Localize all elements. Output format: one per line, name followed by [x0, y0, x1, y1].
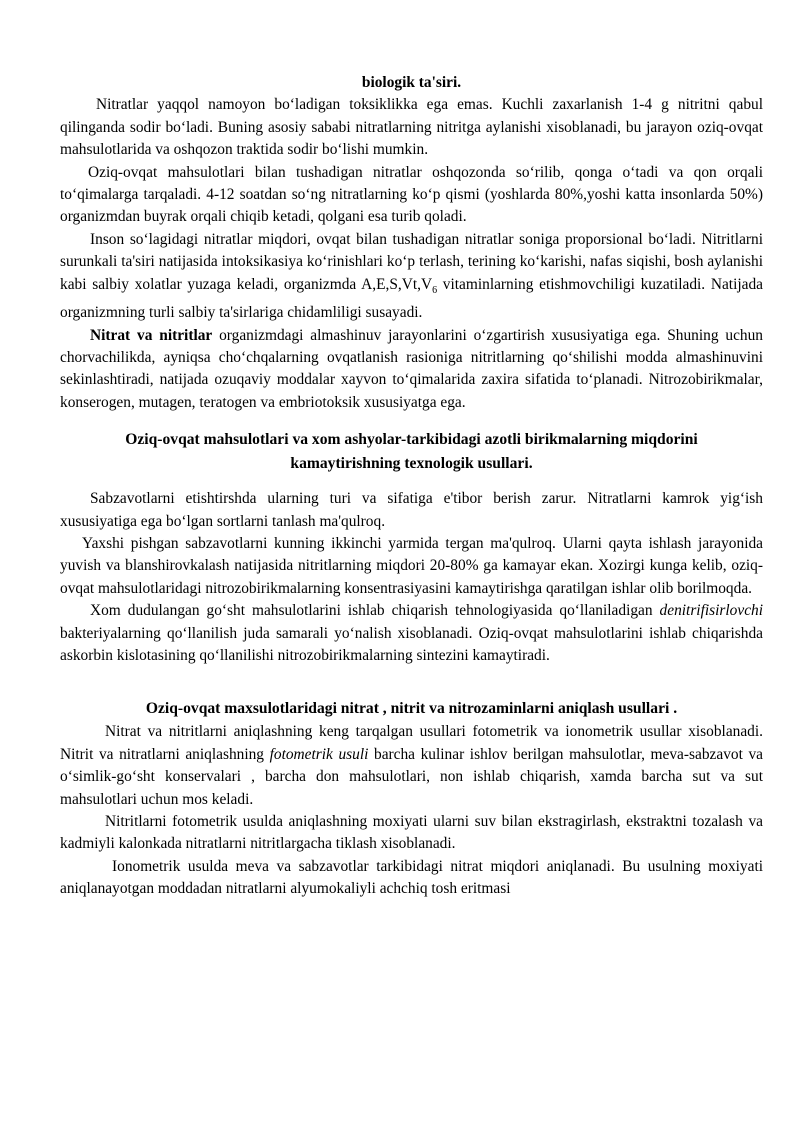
paragraph [60, 600, 763, 667]
paragraph-text: organizmdagi almashinuv jarayonlarini oʻzgartirish xususiyatiga ega. Shuning uchun chorvachilikda, ayniqsa choʻchqalarning ovqatlanish rasioniga nitritlarning qoʻshilishi modda almashinuvini sekinlashtiradi, natijada ozuqaviy moddalar xayvon toʻqimalarida zaxira sifatida toʻplanadi. Nitrozobirikmalar, konserogen, mutagen, teratogen va embriotoksik xususiyatga ega. [60, 326, 764, 411]
bold-term: Nitrat va nitritlar [90, 326, 213, 344]
italic-term: fotometrik usuli [269, 745, 369, 763]
paragraph-text: barcha kulinar ishlov berilgan mahsulotlar, meva-sabzavot va oʻsimlik-goʻsht konservalari , barcha don mahsulotlari, non ishlab chiqarish, xamda barcha sut va sut mahsulotlari uchun mos keladi. [60, 745, 763, 808]
paragraph: Oziq-ovqat mahsulotlari bilan tushadigan nitratlar oshqozonda soʻrilib, qonga oʻtadi va qon orqali toʻqimalarga tarqaladi. 4-12 soatdan soʻng nitratlarning koʻp qismi (yoshlarda 80%,yoshi katta insonlarda 50%) organizmdan buyrak orqali chiqib ketadi, qolgani esa turib qoladi. [60, 163, 763, 226]
section-heading: Oziq-ovqat mahsulotlari va xom ashyolar-tarkibidagi azotli birikmalarning miqdorini kamaytirishning texnologik usullari. [125, 431, 698, 473]
paragraph: Yaxshi pishgan sabzavotlarni kunning ikkinchi yarmida tergan ma'qulroq. Ularni qayta ishlash jarayonida yuvish va blanshirovkalash natijasida nitritlarning miqdori 20-80% ga kamayar ekan. Xozirgi kunga kelib, oziq-ovqat mahsulotlaridagi nitrozobirikmalarning konsentrasiyasini kamaytirishga qaratilgan ishlar olib borilmoqda. [60, 534, 763, 597]
paragraph [60, 229, 763, 325]
spacer [60, 667, 763, 697]
paragraph-text: Inson soʻlagidagi nitratlar miqdori, ovqat bilan tushadigan nitratlar soniga proporsional boʻladi. Nitritlarni surunkali ta'siri natijasida intoksikasiya koʻrinishlari koʻp terlash, terining koʻkarishi, nafas siqishi, bosh aylanishi kabi salbiy xolatlar yuzaga keladi, organizmda A,E,S,Vt,V [60, 230, 763, 293]
spacer [60, 476, 763, 488]
paragraph: Nitratlar yaqqol namoyon boʻladigan toksiklikka ega emas. Kuchli zaxarlanish 1-4 g nitritni qabul qilinganda sodir boʻladi. Buning asosiy sababi nitratlarning nitritga aylanishi xisoblanadi, bu jarayon oziq-ovqat mahsulotlarida va oshqozon traktida sodir boʻlishi mumkin. [60, 96, 763, 159]
paragraph [60, 325, 763, 415]
document-page [60, 72, 763, 901]
section-heading: Oziq-ovqat maxsulotlaridagi nitrat , nitrit va nitrozaminlarni aniqlash usullari . [145, 700, 678, 718]
subscript: 6 [432, 284, 438, 296]
paragraph-text: Nitrat va nitritlarni aniqlashning keng tarqalgan usullari fotometrik va ionometrik usullar xisoblanadi. Nitrit va nitratlarni aniqlashning [60, 723, 763, 763]
paragraph-text: Xom dudulangan goʻsht mahsulotlarini ishlab chiqarish tehnologiyasida qoʻllaniladigan [90, 602, 660, 620]
paragraph: Nitritlarni fotometrik usulda aniqlashning moxiyati ularni suv bilan ekstragirlash, ekstraktni tozalash va kadmiyli kalonkada nitratlarni nitritlargacha tiklash xisoblanadi. [60, 813, 763, 853]
paragraph: Sabzavotlarni etishtirshda ularning turi va sifatiga e'tibor berish zarur. Nitratlarni kamrok yigʻish xususiyatiga ega boʻlgan sortlarni tanlash ma'qulroq. [60, 490, 763, 530]
section-heading-top: biologik ta'siri. [361, 74, 462, 91]
spacer [60, 414, 763, 428]
italic-term: denitrifisirlovchi [659, 602, 763, 620]
paragraph [60, 721, 763, 811]
paragraph-text: bakteriyalarning qoʻllanilish juda samarali yoʻnalish xisoblanadi. Oziq-ovqat mahsulotlarini ishlab chiqarishda askorbin kislotasining qoʻllanilishi nitrozobirikmalarning sintezini kamaytiradi. [60, 624, 763, 665]
paragraph-text: vitaminlarning etishmovchiligi kuzatiladi. Natijada organizmning turli salbiy ta'sirlariga chidamliligi susayadi. [60, 275, 763, 322]
paragraph: Ionometrik usulda meva va sabzavotlar tarkibidagi nitrat miqdori aniqlanadi. Bu usulning moxiyati aniqlanayotgan moddadan nitratlarni alyumokaliyli achchiq tosh eritmasi [60, 857, 763, 898]
